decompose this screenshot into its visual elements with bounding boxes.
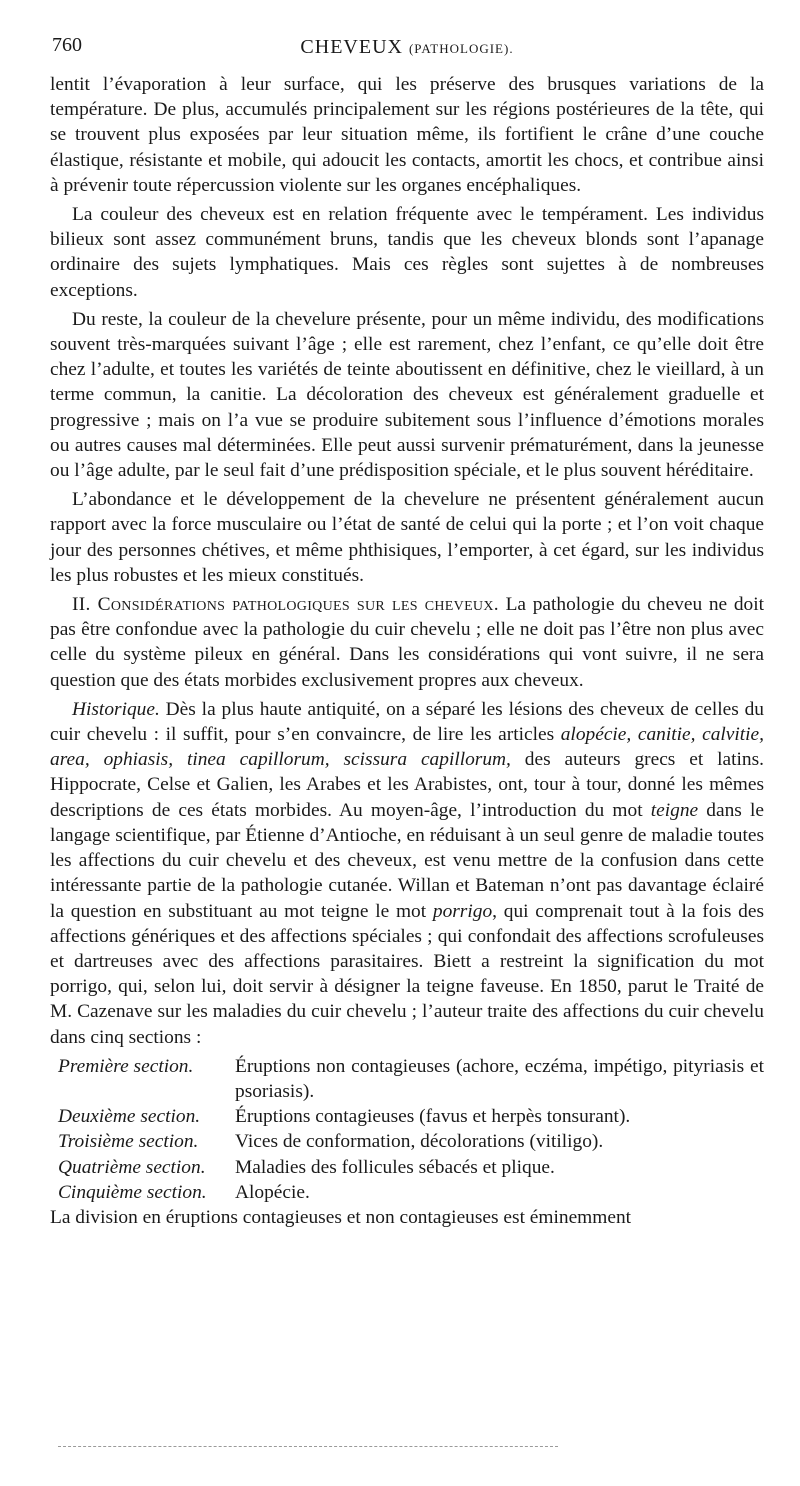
paragraph-6-terms: alopécie, canitie, calvitie, area, ophiasis, tinea capillorum, scissura capillorum, — [50, 724, 765, 771]
paragraph-1: lentit l’évaporation à leur surface, qui les préserve des brusques variations de la température. De plus, accumulés principalement sur les régions postérieures de la tête, qui se trouvent plus exposées par leur situation même, ils fortifient le crâne d’une couche élastique, résistante et mobile, qui adoucit les contacts, amortit les chocs, et contribue ainsi à prévenir toute répercussion violente sur les organes encéphaliques. — [50, 74, 764, 196]
section-desc: Vices de conformation, décolorations (vitiligo). — [235, 1131, 604, 1153]
section-heading: II. Considérations pathologiques sur les cheveux. — [72, 594, 499, 616]
paragraph-2: La couleur des cheveux est en relation fréquente avec le tempérament. Les individus bilieux sont assez communément bruns, tandis que les cheveux blonds sont l’apanage ordinaire des sujets lymphatiques. Mais ces règles sont sujettes à de nombreuses exceptions. — [50, 204, 764, 301]
term-porrigo: porrigo — [432, 900, 493, 922]
section-desc: Éruptions contagieuses (favus et herpès tonsurant). — [235, 1106, 631, 1128]
paragraph-3: Du reste, la couleur de la chevelure présente, pour un même individu, des modifications souvent très-marquées suivant l’âge ; elle est rarement, chez l’enfant, ce qu’elle doit être chez l’adulte, et toutes les variétés de teinte aboutissent en définitive, chez le vieillard, à un terme commun, la canitie. La décoloration des cheveux est généralement graduelle et progressive ; mais on l’a vue se produire subitement sous l’influence d’émotions morales ou autres causes mal déterminées. Elle peut aussi survenir prématurément, dans la jeunesse ou l’âge adulte, par le seul fait d’une prédisposition spéciale, et le plus souvent héréditaire. — [50, 308, 764, 482]
paragraph-6-text-c: dans le langage scientifique, par Étienne d’Antioche, en réduisant à un seul genre de maladie toutes les affections du cuir chevelu et des cheveux, est venu mettre de la confusion dans cette intéressante partie de la pathologie cutanée. Willan et Bateman n’ont pas davantage éclairé la question en substituant au mot teigne le mot — [50, 799, 765, 922]
section-row — [50, 1155, 764, 1180]
section-desc: Maladies des follicules sébacés et plique. — [235, 1156, 555, 1178]
running-head-title: CHEVEUX — [300, 36, 403, 58]
section-name: Troisième section. — [58, 1131, 199, 1153]
section-name: Cinquième section. — [58, 1181, 207, 1203]
paragraph-6-text-a: Dès la plus haute antiquité, on a séparé les lésions des cheveux de celles du cuir chevelu : il suffit, pour s’en convaincre, de lire les articles — [50, 698, 764, 746]
page-header — [50, 28, 764, 72]
page-number: 760 — [52, 34, 82, 56]
running-head-subtitle: (PATHOLOGIE). — [408, 41, 514, 56]
section-row — [50, 1180, 764, 1205]
term-teigne: teigne — [650, 799, 699, 821]
paragraph-5 — [50, 592, 764, 693]
section-desc: Alopécie. — [235, 1181, 310, 1203]
section-list — [50, 1054, 764, 1205]
running-head — [50, 36, 764, 59]
section-row — [50, 1104, 764, 1129]
section-row — [50, 1054, 764, 1104]
paragraph-6-text-d: , qui comprenait tout à la fois des affections génériques et des affections spéciales ; qui confondait des affections scrofuleuses et dartreuses avec des affections parasitaires. Biett a restreint la signification du mot porrigo, qui, selon lui, doit servir à désigner la teigne faveuse. En 1850, parut le Traité de M. Cazenave sur les maladies du cuir chevelu ; l’auteur traite des affections du cuir chevelu dans cinq sections : — [50, 900, 764, 1048]
historique-heading: Historique. — [72, 698, 160, 720]
paragraph-4: L’abondance et le développement de la chevelure ne présentent généralement aucun rapport avec la force musculaire ou l’état de santé de celui qui la porte ; et l’on voit chaque jour des personnes chétives, et même phthisiques, l’emporter, à cet égard, sur les individus les plus robustes et les mieux constitués. — [50, 489, 764, 586]
section-name: Deuxième section. — [58, 1106, 201, 1128]
paragraph-6 — [50, 697, 764, 1050]
paragraph-5-text: La pathologie du cheveu ne doit pas être confondue avec la pathologie du cuir chevelu ; elle ne doit pas l’être non plus avec celle du système pileux en général. Dans les considérations qui vont suivre, il ne sera question que des états morbides exclusivement propres aux cheveux. — [50, 594, 764, 691]
continuation-line: La division en éruptions contagieuses et non contagieuses est éminemment — [50, 1206, 632, 1228]
section-name: Quatrième section. — [58, 1156, 206, 1178]
section-row — [50, 1129, 764, 1154]
section-name: Première section. — [58, 1055, 194, 1077]
body-text — [50, 72, 764, 1230]
footer-rule — [58, 1446, 558, 1447]
section-desc: Éruptions non contagieuses (achore, eczéma, impétigo, pityriasis et psoriasis). — [235, 1055, 764, 1102]
paragraph-6-text-b: des auteurs grecs et latins. Hippocrate, Celse et Galien, les Arabes et les Arabistes, ont, tour à tour, donné les mêmes descriptions de ces états morbides. Au moyen-âge, l’introduction du mot — [50, 749, 765, 821]
